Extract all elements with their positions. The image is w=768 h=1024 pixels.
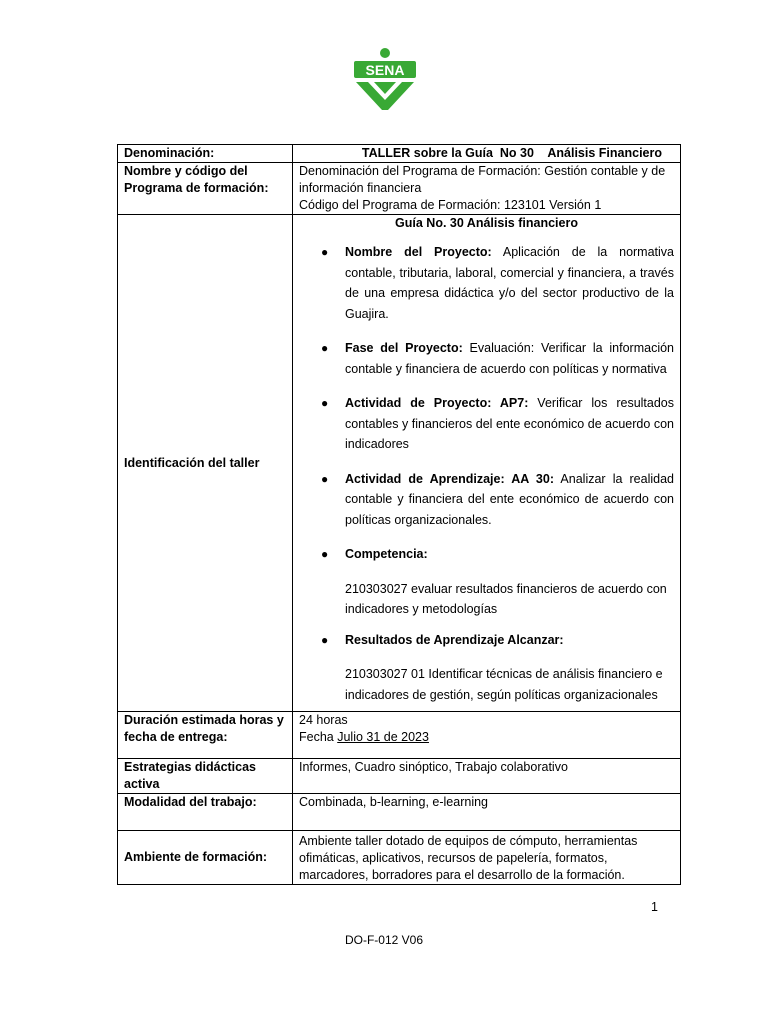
row-identificacion bbox=[118, 215, 681, 712]
label-duracion: Duración estimada horas y fecha de entrega: bbox=[118, 712, 293, 759]
item-text: Aplicación de la normativa contable, tributaria, laboral, comercial y financiera, a través de una empresa didáctica y/o del sector productivo de la Guajira. bbox=[345, 245, 675, 321]
item-text: Evaluación: Verificar la información contable y financiera de acuerdo con políticas y normativa bbox=[345, 341, 674, 376]
bullet-icon: ● bbox=[321, 396, 329, 410]
value-duracion bbox=[293, 712, 681, 759]
list-item bbox=[299, 469, 674, 531]
value-identificacion bbox=[293, 215, 681, 712]
label-denominacion: Denominación: bbox=[118, 145, 293, 163]
row-duracion bbox=[118, 712, 681, 759]
bullet-icon: ● bbox=[321, 471, 329, 486]
item-title: Resultados de Aprendizaje Alcanzar: bbox=[345, 632, 564, 647]
item-title: Actividad de Aprendizaje: AA 30: bbox=[345, 471, 555, 486]
sena-logo bbox=[352, 46, 418, 112]
row-denominacion bbox=[118, 145, 681, 163]
list-item bbox=[299, 393, 674, 455]
bullet-icon: ● bbox=[321, 632, 329, 647]
identification-list bbox=[299, 242, 674, 565]
bullet-icon: ● bbox=[321, 547, 329, 561]
value-programa bbox=[293, 163, 681, 215]
svg-text:SENA: SENA bbox=[365, 62, 405, 78]
fecha-prefix: Fecha bbox=[299, 730, 338, 744]
bullet-icon: ● bbox=[321, 341, 329, 355]
fecha-entrega bbox=[299, 729, 674, 746]
resultados-list bbox=[299, 630, 674, 651]
document-code: DO-F-012 V06 bbox=[344, 933, 424, 947]
value-modalidad: Combinada, b-learning, e-learning bbox=[293, 794, 681, 831]
label-identificacion: Identificación del taller bbox=[118, 215, 293, 712]
page-number: 1 bbox=[651, 900, 658, 914]
bullet-icon: ● bbox=[321, 245, 329, 259]
row-ambiente bbox=[118, 831, 681, 885]
list-item bbox=[299, 630, 674, 651]
item-title: Competencia: bbox=[345, 547, 428, 561]
value-denominacion: TALLER sobre la Guía No 30 Análisis Financiero bbox=[293, 145, 681, 163]
item-text: Analizar la realidad contable y financiera del ente económico de acuerdo con políticas organizacionales. bbox=[345, 471, 674, 527]
list-item bbox=[299, 338, 674, 379]
label-programa: Nombre y código del Programa de formación: bbox=[118, 163, 293, 215]
resultados-text: 210303027 01 Identificar técnicas de análisis financiero e indicadores de gestión, según políticas organizacionales bbox=[345, 667, 663, 702]
value-estrategias: Informes, Cuadro sinóptico, Trabajo colaborativo bbox=[293, 759, 681, 794]
workshop-info-table bbox=[117, 144, 681, 885]
label-modalidad: Modalidad del trabajo: bbox=[118, 794, 293, 831]
guia-title: Guía No. 30 Análisis financiero bbox=[395, 216, 578, 230]
list-item bbox=[299, 242, 674, 324]
row-estrategias bbox=[118, 759, 681, 794]
duracion-horas: 24 horas bbox=[299, 713, 348, 727]
value-ambiente: Ambiente taller dotado de equipos de cómputo, herramientas ofimáticas, aplicativos, recursos de papelería, formatos, marcadores, borradores para el desarrollo de la formación. bbox=[293, 831, 681, 885]
item-title: Nombre del Proyecto: bbox=[345, 245, 492, 259]
item-title: Fase del Proyecto: bbox=[345, 341, 463, 355]
item-text: Verificar los resultados contables y financieros del ente económico de acuerdo con indicadores bbox=[345, 396, 674, 451]
programa-codigo: Código del Programa de Formación: 123101 Versión 1 bbox=[299, 198, 602, 212]
programa-denominacion: Denominación del Programa de Formación: Gestión contable y de información financiera bbox=[299, 164, 666, 195]
item-title: Actividad de Proyecto: AP7: bbox=[345, 396, 529, 410]
row-modalidad bbox=[118, 794, 681, 831]
row-programa bbox=[118, 163, 681, 215]
competencia-text: 210303027 evaluar resultados financieros de acuerdo con indicadores y metodologías bbox=[345, 581, 667, 616]
fecha-value: Julio 31 de 2023 bbox=[337, 730, 429, 744]
list-item bbox=[299, 544, 674, 565]
label-estrategias: Estrategias didácticas activa bbox=[118, 759, 293, 794]
label-ambiente: Ambiente de formación: bbox=[118, 831, 293, 885]
